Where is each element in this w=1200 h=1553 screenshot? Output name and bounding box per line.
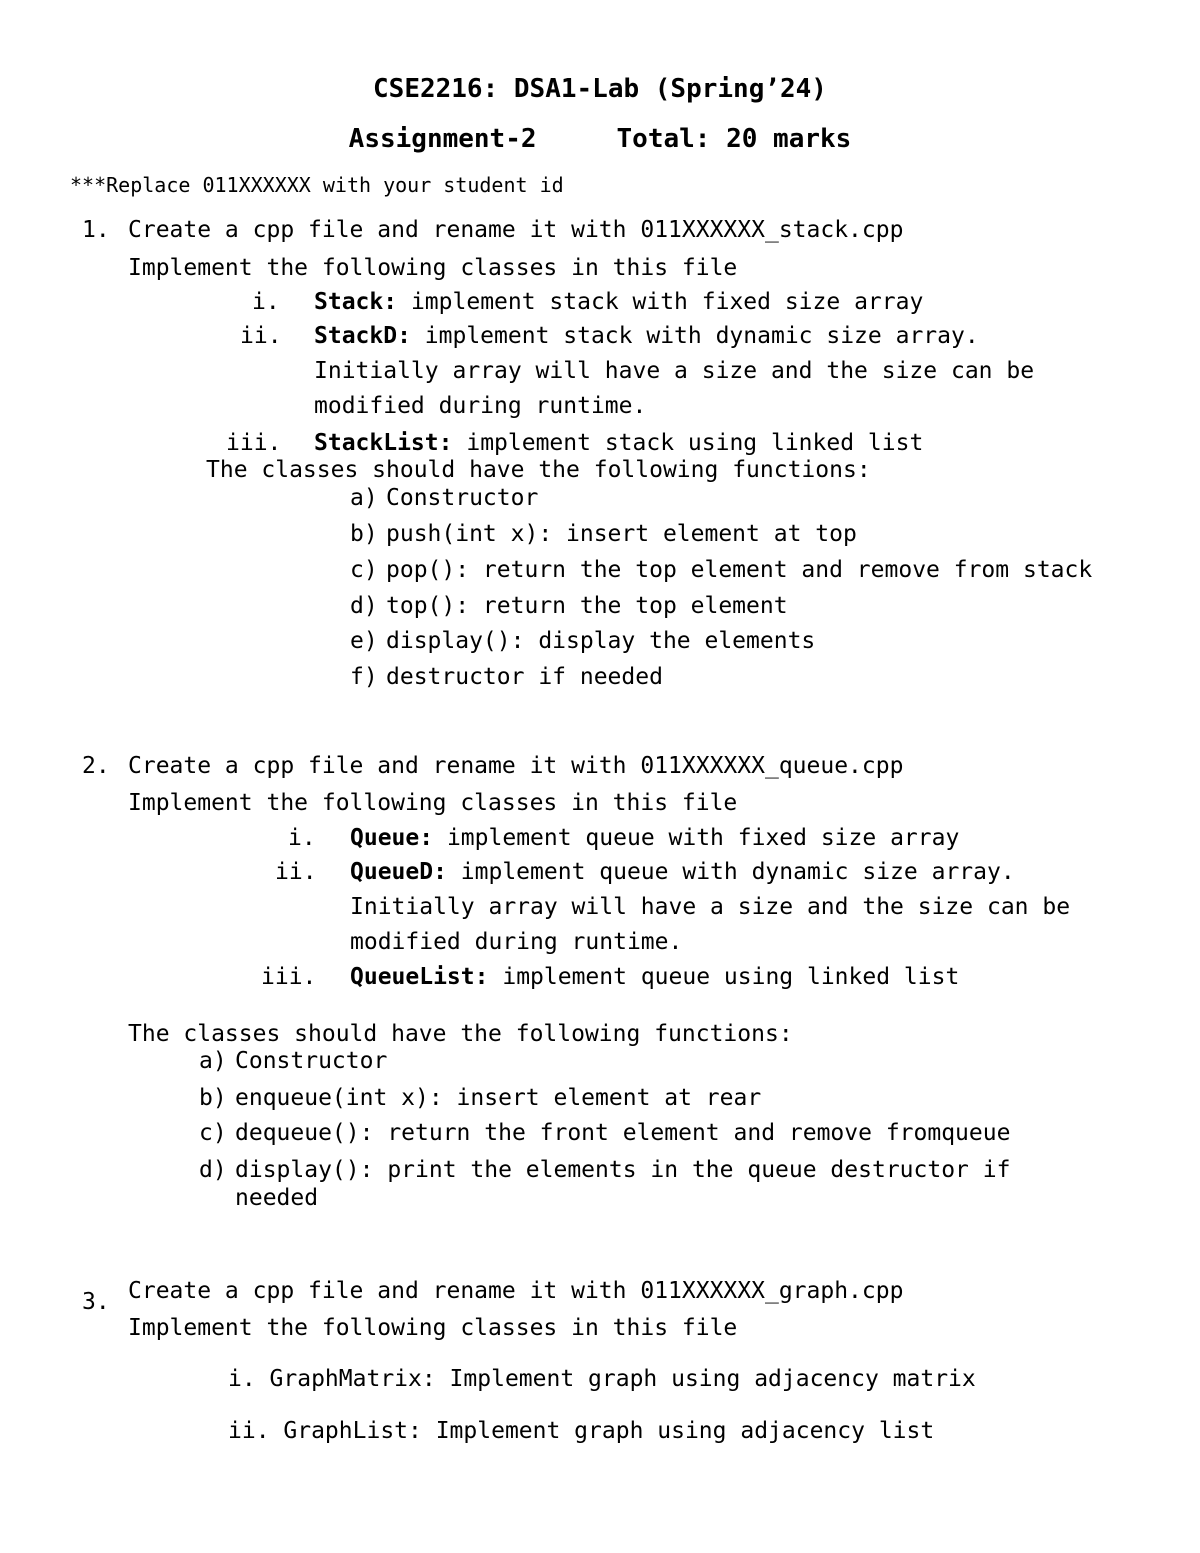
q1-function-letter: d) — [350, 593, 378, 619]
q1-class-num: ii. — [240, 323, 282, 349]
q2-class-num: iii. — [261, 964, 317, 990]
q1-implement-line: Implement the following classes in this file — [128, 255, 738, 281]
q3-instruction: Create a cpp file and rename it with 011XXXXXX_graph.cpp — [128, 1278, 904, 1304]
q1-function: pop(): return the top element and remove from stack — [386, 557, 1093, 583]
q1-function-letter: a) — [350, 485, 378, 511]
q1-functions-intro: The classes should have the following functions: — [206, 457, 871, 483]
q1-class-num: i. — [252, 289, 280, 315]
q1-class-stacklist — [314, 432, 923, 455]
q1-function: destructor if needed — [386, 664, 663, 690]
q1-class-stack — [314, 291, 923, 314]
class-name: StackList: — [314, 430, 453, 456]
q2-function-letter: a) — [199, 1048, 227, 1074]
class-name: Stack: — [314, 289, 398, 315]
q3-implement-line: Implement the following classes in this file — [128, 1315, 738, 1341]
student-id-note: ***Replace 011XXXXXX with your student id — [70, 173, 564, 197]
q1-function-letter: e) — [350, 628, 378, 654]
class-name: QueueD: — [350, 859, 447, 885]
class-desc: implement queue with dynamic size array. — [460, 859, 1015, 885]
q2-class-num: i. — [288, 825, 316, 851]
class-desc: implement stack with fixed size array — [410, 289, 924, 315]
q2-class-queued — [350, 861, 1015, 884]
assignment-label: Assignment-2 — [348, 124, 537, 154]
q2-instruction: Create a cpp file and rename it with 011XXXXXX_queue.cpp — [128, 753, 904, 779]
class-name: QueueList: — [350, 964, 489, 990]
assignment-heading — [0, 126, 1200, 152]
q2-class-queued-cont: Initially array will have a size and the size can be — [350, 894, 1071, 920]
class-name: Queue: — [350, 825, 434, 851]
q1-class-stackd — [314, 325, 979, 348]
q3-number: 3. — [82, 1289, 110, 1315]
q1-class-stackd-cont: Initially array will have a size and the size can be — [314, 358, 1035, 384]
q1-function-letter: f) — [350, 664, 378, 690]
q2-class-queuelist — [350, 966, 959, 989]
q2-class-queue — [350, 827, 959, 850]
class-desc: implement stack using linked list — [466, 430, 924, 456]
q2-implement-line: Implement the following classes in this file — [128, 790, 738, 816]
q1-function: Constructor — [386, 485, 539, 511]
q1-function: display(): display the elements — [386, 628, 816, 654]
q1-number: 1. — [82, 217, 110, 243]
q2-function-cont: needed — [235, 1185, 319, 1211]
q2-function: enqueue(int x): insert element at rear — [235, 1085, 762, 1111]
class-desc: implement queue using linked list — [502, 964, 960, 990]
class-desc: implement stack with dynamic size array. — [424, 323, 979, 349]
q2-functions-intro: The classes should have the following functions: — [128, 1021, 793, 1047]
q2-number: 2. — [82, 753, 110, 779]
q2-class-queued-cont: modified during runtime. — [350, 929, 683, 955]
q1-function: top(): return the top element — [386, 593, 788, 619]
q2-function-letter: d) — [199, 1157, 227, 1183]
q1-instruction: Create a cpp file and rename it with 011XXXXXX_stack.cpp — [128, 217, 904, 243]
q1-function: push(int x): insert element at top — [386, 521, 857, 547]
q1-function-letter: c) — [350, 557, 378, 583]
q3-class-graphmatrix: i. GraphMatrix: Implement graph using adjacency matrix — [228, 1366, 976, 1392]
q1-class-stackd-cont: modified during runtime. — [314, 393, 647, 419]
q2-function-letter: c) — [199, 1120, 227, 1146]
course-title: CSE2216: DSA1-Lab (Spring’24) — [373, 74, 827, 104]
q2-class-num: ii. — [275, 859, 317, 885]
q2-function: display(): print the elements in the queue destructor if — [235, 1157, 1011, 1183]
q1-function-letter: b) — [350, 521, 378, 547]
total-marks: Total: 20 marks — [616, 124, 852, 154]
q2-function: Constructor — [235, 1048, 388, 1074]
q2-function-letter: b) — [199, 1085, 227, 1111]
class-name: StackD: — [314, 323, 411, 349]
q3-class-graphlist: ii. GraphList: Implement graph using adjacency list — [228, 1418, 935, 1444]
q2-function: dequeue(): return the front element and remove fromqueue — [235, 1120, 1011, 1146]
q1-class-num: iii. — [226, 430, 282, 456]
class-desc: implement queue with fixed size array — [446, 825, 960, 851]
